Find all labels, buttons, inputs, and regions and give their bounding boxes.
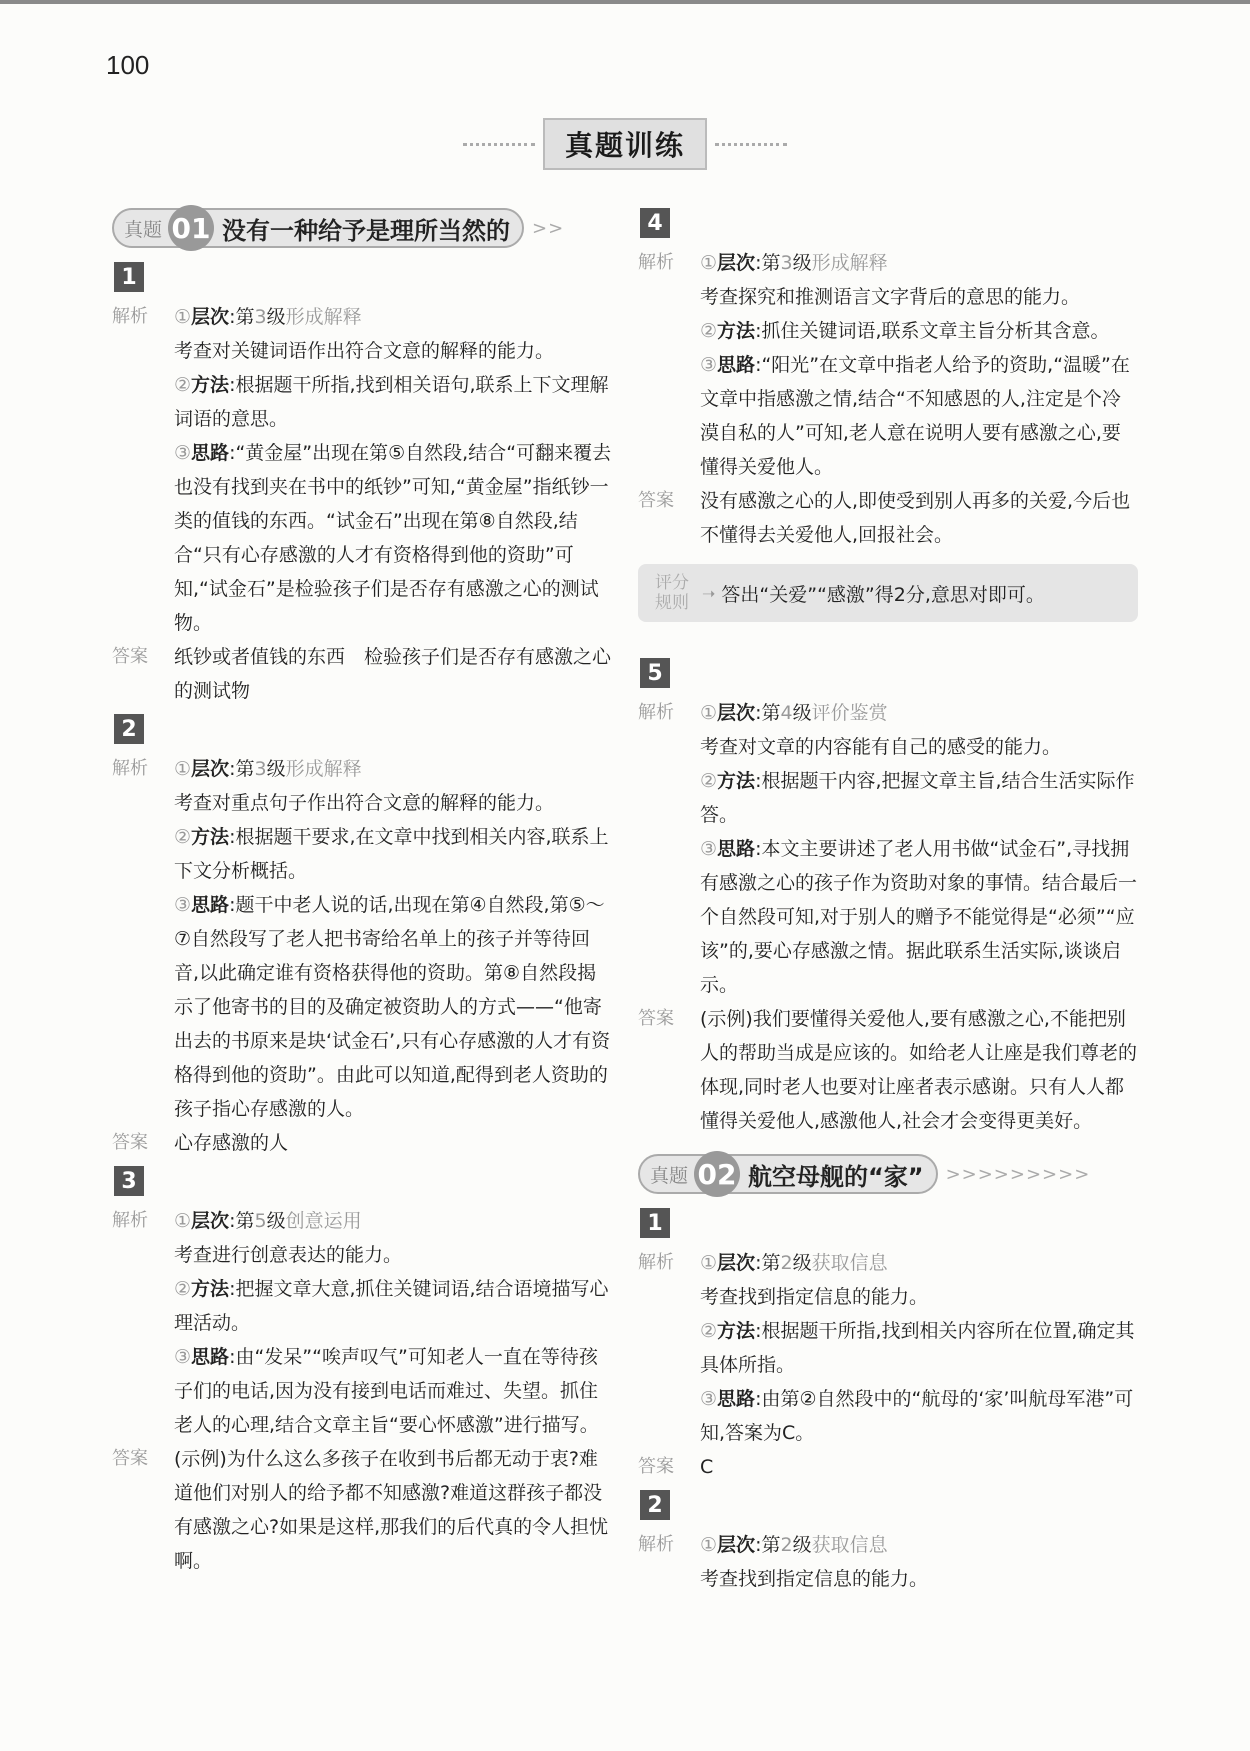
topic-label: 真题: [650, 1164, 689, 1187]
question-number: 4: [640, 208, 670, 238]
circled-number: ①: [174, 758, 192, 780]
circled-number: ②: [174, 826, 192, 848]
circled-number: ③: [700, 1388, 718, 1410]
answer-label: 答案: [638, 1008, 674, 1029]
circled-number: ①: [174, 1210, 192, 1232]
circled-number: ③: [700, 838, 718, 860]
topic-number-badge: 01: [168, 205, 214, 251]
level-digit: 2: [780, 1252, 793, 1274]
thinking-line: [174, 1340, 612, 1442]
analysis-label: 解析: [638, 252, 674, 273]
level-line: [174, 752, 612, 786]
thinking-line: [174, 888, 612, 1126]
level-text: 级: [266, 306, 286, 328]
level-line: [700, 1246, 1138, 1280]
level-text: 级: [792, 252, 812, 274]
thinking-line: [700, 1382, 1138, 1450]
thinking-keyword: 思路: [717, 354, 756, 376]
level-text: :第: [755, 252, 781, 274]
thinking-text: :“阳光”在文章中指老人给予的资助,“温暖”在文章中指感激之情,结合“不知感恩的人,注定是个冷漠自私的人”可知,老人意在说明人要有感激之心,要懂得关爱他人。: [700, 354, 1130, 478]
level-text: :第: [755, 1252, 781, 1274]
analysis-block: [112, 752, 612, 1126]
analysis-body: [700, 1246, 1138, 1450]
question-number: 1: [114, 262, 144, 292]
ability-line: 考查对重点句子作出符合文意的解释的能力。: [174, 792, 555, 814]
circled-number: ③: [174, 1346, 192, 1368]
analysis-block: [638, 1528, 1138, 1596]
answer-label: 答案: [112, 646, 148, 667]
method-keyword: 方法: [717, 320, 756, 342]
score-rule-label: 评分规则: [655, 573, 689, 613]
thinking-line: [700, 832, 1138, 1002]
arrow-right-icon: ➝: [702, 583, 716, 603]
level-text: :第: [229, 758, 255, 780]
method-text: :把握文章大意,抓住关键词语,结合语境描写心理活动。: [174, 1278, 609, 1334]
level-text: 级: [792, 1534, 812, 1556]
level-keyword: 层次: [717, 1534, 756, 1556]
thinking-text: :“黄金屋”出现在第⑤自然段,结合“可翻来覆去也没有找到夹在书中的纸钞”可知,“黄金屋”指纸钞一类的值钱的东西。“试金石”出现在第⑧自然段,结合“只有心存感激的人才有资格得到他的资助”可知,“试金石”是检验孩子们是否存有感激之心的测试物。: [174, 442, 612, 634]
ability-line: 考查进行创意表达的能力。: [174, 1244, 403, 1266]
dotted-line-right: [715, 143, 787, 146]
circled-number: ①: [700, 702, 718, 724]
analysis-body: [700, 1528, 1138, 1596]
method-text: :根据题干内容,把握文章主旨,结合生活实际作答。: [700, 770, 1135, 826]
question-number: 1: [640, 1208, 670, 1238]
analysis-body: [174, 752, 612, 1126]
answer-block: [638, 484, 1138, 552]
level-line: [174, 300, 612, 334]
analysis-label: 解析: [638, 1534, 674, 1555]
level-digit: 4: [780, 702, 793, 724]
topic-pill: [638, 1154, 938, 1194]
question-number: 2: [114, 714, 144, 744]
analysis-label: 解析: [638, 702, 674, 723]
section-title: 真题训练: [543, 118, 707, 170]
answer-label: 答案: [638, 1456, 674, 1477]
level-keyword: 层次: [191, 758, 230, 780]
method-text: :根据题干要求,在文章中找到相关内容,联系上下文分析概括。: [174, 826, 609, 882]
ability-line: 考查对关键词语作出符合文意的解释的能力。: [174, 340, 555, 362]
answer-text: (示例)为什么这么多孩子在收到书后都无动于衷?难道他们对别人的给予都不知感激?难道这群孩子都没有感激之心?如果是这样,那我们的后代真的令人担忧啊。: [174, 1448, 609, 1572]
level-digit: 3: [780, 252, 793, 274]
ability-line: 考查找到指定信息的能力。: [700, 1286, 929, 1308]
circled-number: ②: [700, 320, 718, 342]
topic-title: 没有一种给予是理所当然的: [222, 216, 511, 245]
ability-line: 考查探究和推测语言文字背后的意思的能力。: [700, 286, 1081, 308]
level-text: :第: [755, 702, 781, 724]
answer-text: 心存感激的人: [174, 1132, 289, 1154]
score-rule-text: 答出“关爱”“感激”得2分,意思对即可。: [721, 583, 1045, 606]
circled-number: ②: [174, 1278, 192, 1300]
circled-number: ③: [700, 354, 718, 376]
thinking-keyword: 思路: [191, 894, 230, 916]
level-line: [700, 246, 1138, 280]
analysis-label: 解析: [638, 1252, 674, 1273]
thinking-keyword: 思路: [191, 1346, 230, 1368]
topic-arrows: >>>>>>>>>: [945, 1163, 1091, 1185]
topic-arrows: >>: [532, 217, 565, 239]
level-text: 级: [266, 758, 286, 780]
circled-number: ③: [174, 442, 192, 464]
topic-number-badge: 02: [694, 1151, 740, 1197]
answer-block: [112, 1442, 612, 1578]
question-number: 3: [114, 1166, 144, 1196]
level-digit: 3: [254, 758, 267, 780]
thinking-line: [700, 348, 1138, 484]
answer-text: C: [700, 1456, 714, 1478]
thinking-keyword: 思路: [717, 838, 756, 860]
level-line: [174, 1204, 612, 1238]
level-category: 评价鉴赏: [811, 702, 888, 724]
dotted-line-left: [463, 143, 535, 146]
level-category: 获取信息: [811, 1534, 888, 1556]
thinking-text: :本文主要讲述了老人用书做“试金石”,寻找拥有感激之心的孩子作为资助对象的事情。结合最后一个自然段可知,对于别人的赠予不能觉得是“必须”“应该”的,要心存感激之情。据此联系生活实际,谈谈启示。: [700, 838, 1138, 996]
level-keyword: 层次: [191, 306, 230, 328]
ability-line: 考查找到指定信息的能力。: [700, 1568, 929, 1590]
method-line: [700, 1314, 1138, 1382]
level-text: 级: [792, 1252, 812, 1274]
level-category: 形成解释: [285, 306, 362, 328]
analysis-block: [638, 696, 1138, 1002]
method-keyword: 方法: [717, 1320, 756, 1342]
analysis-body: [174, 300, 612, 640]
level-text: 级: [792, 702, 812, 724]
circled-number: ②: [174, 374, 192, 396]
answer-text: 没有感激之心的人,即使受到别人再多的关爱,今后也不懂得去关爱他人,回报社会。: [700, 490, 1131, 546]
analysis-body: [700, 246, 1138, 484]
answer-label: 答案: [112, 1448, 148, 1469]
analysis-block: [638, 1246, 1138, 1450]
method-keyword: 方法: [191, 374, 230, 396]
answer-text: (示例)我们要懂得关爱他人,要有感激之心,不能把别人的帮助当成是应该的。如给老人让座是我们尊老的体现,同时老人也要对让座者表示感谢。只有人人都懂得关爱他人,感激他人,社会才会变得更美好。: [700, 1008, 1138, 1132]
analysis-block: [112, 1204, 612, 1442]
answer-block: [638, 1002, 1138, 1138]
analysis-block: [112, 300, 612, 640]
analysis-body: [700, 696, 1138, 1002]
level-digit: 3: [254, 306, 267, 328]
topic-label: 真题: [124, 218, 163, 241]
level-keyword: 层次: [191, 1210, 230, 1232]
level-digit: 2: [780, 1534, 793, 1556]
level-keyword: 层次: [717, 702, 756, 724]
circled-number: ①: [700, 252, 718, 274]
level-keyword: 层次: [717, 1252, 756, 1274]
circled-number: ②: [700, 1320, 718, 1342]
answer-block: [112, 640, 612, 708]
level-line: [700, 696, 1138, 730]
question-number: 5: [640, 658, 670, 688]
topic-header-02: [638, 1154, 1138, 1194]
method-text: :抓住关键词语,联系文章主旨分析其含意。: [755, 320, 1110, 342]
answer-label: 答案: [638, 490, 674, 511]
method-keyword: 方法: [191, 826, 230, 848]
analysis-label: 解析: [112, 758, 148, 779]
analysis-body: [174, 1204, 612, 1442]
method-text: :根据题干所指,找到相关语句,联系上下文理解词语的意思。: [174, 374, 609, 430]
top-rule: [0, 0, 1250, 4]
thinking-keyword: 思路: [717, 1388, 756, 1410]
left-column: [112, 208, 612, 1578]
level-digit: 5: [254, 1210, 267, 1232]
level-text: :第: [229, 1210, 255, 1232]
level-text: 级: [266, 1210, 286, 1232]
level-category: 获取信息: [811, 1252, 888, 1274]
thinking-text: :题干中老人说的话,出现在第④自然段,第⑤～⑦自然段写了老人把书寄给名单上的孩子并等待回音,以此确定谁有资格获得他的资助。第⑧自然段揭示了他寄书的目的及确定被资助人的方式——“他寄出去的书原来是块‘试金石’,只有心存感激的人才有资格得到他的资助”。由此可以知道,配得到老人资助的孩子指心存感激的人。: [174, 894, 611, 1120]
level-keyword: 层次: [717, 252, 756, 274]
score-rule-box: [638, 564, 1138, 622]
answer-block: [638, 1450, 1138, 1484]
thinking-text: :由第②自然段中的“航母的‘家’叫航母军港”可知,答案为C。: [700, 1388, 1134, 1444]
method-keyword: 方法: [191, 1278, 230, 1300]
topic-title: 航空母舰的“家”: [748, 1162, 924, 1191]
thinking-line: [174, 436, 612, 640]
circled-number: ②: [700, 770, 718, 792]
answer-block: [112, 1126, 612, 1160]
thinking-text: :由“发呆”“唉声叹气”可知老人一直在等待孩子们的电话,因为没有接到电话而难过、失望。抓住老人的心理,结合文章主旨“要心怀感激”进行描写。: [174, 1346, 599, 1436]
method-line: [174, 1272, 612, 1340]
circled-number: ①: [700, 1252, 718, 1274]
method-line: [174, 368, 612, 436]
method-keyword: 方法: [717, 770, 756, 792]
page-number: 100: [106, 50, 150, 80]
analysis-label: 解析: [112, 1210, 148, 1231]
section-header: [0, 118, 1250, 170]
topic-header-01: [112, 208, 612, 248]
method-line: [700, 314, 1138, 348]
answer-label: 答案: [112, 1132, 148, 1153]
question-number: 2: [640, 1490, 670, 1520]
topic-pill: [112, 208, 524, 248]
level-line: [700, 1528, 1138, 1562]
level-category: 形成解释: [811, 252, 888, 274]
method-text: :根据题干所指,找到相关内容所在位置,确定其具体所指。: [700, 1320, 1135, 1376]
answer-text: 纸钞或者值钱的东西 检验孩子们是否存有感激之心的测试物: [174, 646, 612, 702]
circled-number: ③: [174, 894, 192, 916]
analysis-label: 解析: [112, 306, 148, 327]
level-category: 创意运用: [285, 1210, 362, 1232]
level-text: :第: [229, 306, 255, 328]
method-line: [700, 764, 1138, 832]
level-text: :第: [755, 1534, 781, 1556]
circled-number: ①: [174, 306, 192, 328]
level-category: 形成解释: [285, 758, 362, 780]
analysis-block: [638, 246, 1138, 484]
circled-number: ①: [700, 1534, 718, 1556]
right-column: [638, 208, 1138, 1596]
ability-line: 考查对文章的内容能有自己的感受的能力。: [700, 736, 1062, 758]
thinking-keyword: 思路: [191, 442, 230, 464]
method-line: [174, 820, 612, 888]
